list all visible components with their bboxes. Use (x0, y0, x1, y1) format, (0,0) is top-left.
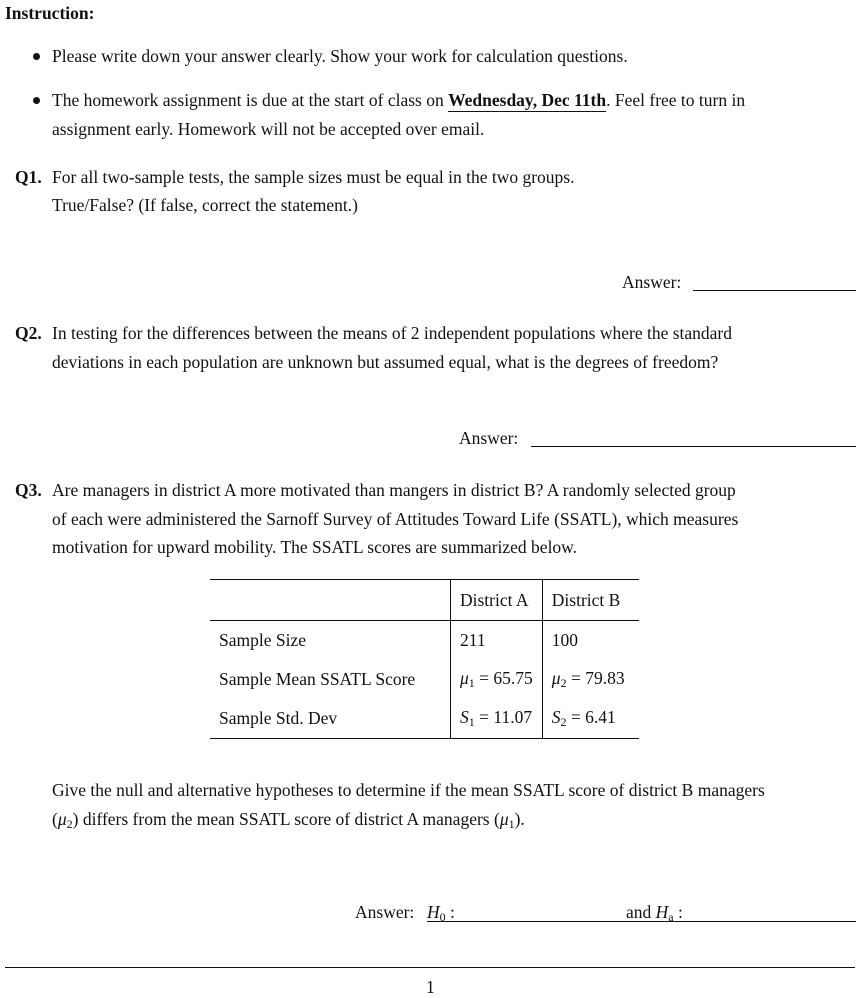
cell-district-a: 211 (451, 621, 543, 661)
due-text-post: . Feel free to turn in (606, 90, 746, 110)
instruction-bullet-2 (52, 90, 745, 111)
cell-district-a: $S_1 = 11.07$ (451, 699, 543, 739)
table-corner-cell (210, 580, 451, 621)
cell-district-b: $S_2 = 6.41$ (542, 699, 639, 739)
q2-label: Q2. (15, 323, 42, 343)
q3-text-3: motivation for upward mobility. The SSATL scores are summarized below. (52, 537, 578, 557)
due-text: The homework assignment is due at the start of class on (52, 90, 449, 110)
table-header-row (210, 580, 639, 621)
page-number: 1 (426, 977, 435, 997)
bullet-marker (33, 97, 40, 104)
due-date: Wednesday, Dec 11th (448, 90, 607, 110)
q3-text-2: of each were administered the Sarnoff Survey of Attitudes Toward Life (SSATL), which measures (52, 509, 739, 529)
cell-district-a: $\mu_1 = 65.75$ (451, 660, 543, 699)
q3-hypothesis-text: Give the null and alternative hypotheses to determine if the mean SSATL score of district B managers (52, 780, 765, 800)
row-label: Sample Std. Dev (210, 699, 451, 739)
cell-district-b: $\mu_2 = 79.83$ (551, 668, 625, 690)
q1-answer-label: Answer: (622, 272, 682, 292)
instruction-bullet-1: Please write down your answer clearly. Show your work for calculation questions. (52, 46, 628, 66)
col-header-district-b: District B (542, 580, 639, 621)
q1-label: Q1. (15, 167, 42, 187)
q3-answer-label: Answer: (355, 902, 415, 922)
q2-answer-field[interactable] (531, 446, 856, 447)
q2-answer-label: Answer: (459, 428, 519, 448)
table-row (210, 660, 639, 699)
table-row (210, 699, 639, 739)
q3-label: Q3. (15, 480, 42, 500)
q1-text-2: True/False? (If false, correct the statement.) (52, 195, 358, 215)
h0-label: $H_0$ : (427, 902, 455, 924)
col-header-district-a: District A (451, 580, 543, 621)
ha-label: and $H_a$ : (626, 902, 683, 924)
row-label: Sample Mean SSATL Score (210, 660, 451, 699)
q2-text-2: deviations in each population are unknown but assumed equal, what is the degrees of freedom? (52, 352, 719, 372)
instruction-bullet-2-cont: assignment early. Homework will not be accepted over email. (52, 119, 485, 139)
table-row (210, 621, 639, 661)
instruction-heading: Instruction: (5, 3, 95, 23)
cell-district-b: 100 (551, 630, 579, 650)
row-label: Sample Size (210, 621, 451, 661)
q1-answer-field[interactable] (693, 290, 856, 291)
q3-hypothesis-text-2: $(\mu_2)$ differs from the mean SSATL score of district A managers $(\mu_1)$. (52, 809, 525, 831)
q1-text: For all two-sample tests, the sample sizes must be equal in the two groups. (52, 167, 575, 187)
q3-text: Are managers in district A more motivated than mangers in district B? A randomly selected group (52, 480, 736, 500)
bullet-marker (33, 53, 40, 60)
ssatl-table (210, 579, 639, 739)
footer-rule (5, 967, 855, 968)
q2-text: In testing for the differences between the means of 2 independent populations where the standard (52, 323, 733, 343)
